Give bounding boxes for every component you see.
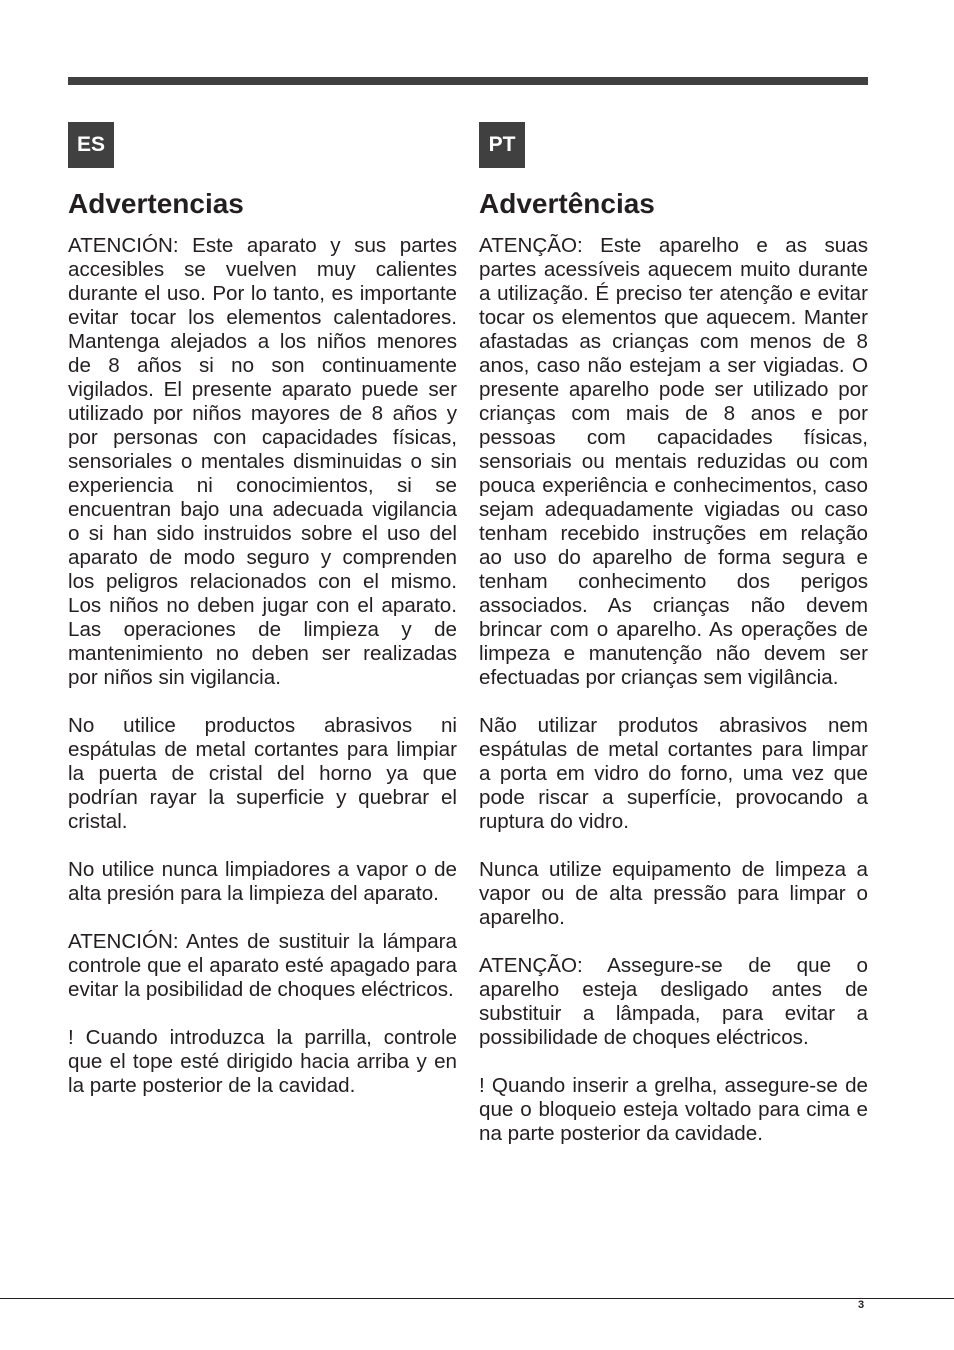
language-badge-es: ES xyxy=(68,122,114,168)
warning-paragraph: Não utilizar produtos abrasivos nem espátulas de metal cortantes para limpar a porta em vidro do forno, uma vez que pode riscar a superfície, provocando a ruptura do vidro. xyxy=(479,714,868,833)
warning-paragraph: ATENCIÓN: Antes de sustituir la lámpara controle que el aparato esté apagado para evitar la posibilidad de choques eléctricos. xyxy=(68,930,457,1001)
warning-paragraph: ! Cuando introduzca la parrilla, controle que el tope esté dirigido hacia arriba y en la parte posterior de la cavidad. xyxy=(68,1026,457,1097)
footer-divider xyxy=(0,1298,954,1299)
top-divider-bar xyxy=(68,77,868,85)
warning-paragraph: ATENÇÃO: Este aparelho e as suas partes acessíveis aquecem muito durante a utilização. É preciso ter atenção e evitar tocar os elementos que aquecem. Manter afastadas as crianças com menos de 8 anos, caso não estejam a ser vigiadas. O presente aparelho pode ser utilizado por crianças com mais de 8 anos e por pessoas com capacidades físicas, sensoriais ou mentais reduzidas ou com pouca experiência e conhecimentos, caso sejam adequadamente vigiadas ou caso tenham recebido instruções em relação ao uso do aparelho de forma segura e tenham conhecimento dos perigos associados. As crianças não devem brincar com o aparelho. As operações de limpeza e manutenção não devem ser efectuadas por crianças sem vigilância. xyxy=(479,234,868,689)
warning-paragraph: No utilice nunca limpiadores a vapor o de alta presión para la limpieza del aparato. xyxy=(68,858,457,905)
section-title-es: Advertencias xyxy=(68,188,244,219)
warning-paragraph: Nunca utilize equipamento de limpeza a vapor ou de alta pressão para limpar o aparelho. xyxy=(479,858,868,929)
section-title-pt: Advertências xyxy=(479,188,655,219)
spanish-column xyxy=(68,122,457,1122)
language-badge-pt: PT xyxy=(479,122,525,168)
warning-paragraph: ! Quando inserir a grelha, assegure-se de que o bloqueio esteja voltado para cima e na parte posterior da cavidade. xyxy=(479,1074,868,1145)
warning-paragraph: ATENCIÓN: Este aparato y sus partes accesibles se vuelven muy calientes durante el uso. Por lo tanto, es importante evitar tocar los elementos calentadores. Mantenga alejados a los niños menores de 8 años si no son continuamente vigilados. El presente aparato puede ser utilizado por niños mayores de 8 años y por personas con capacidades físicas, sensoriales o mentales disminuidas o sin experiencia ni conocimientos, si se encuentran bajo una adecuada vigilancia o si han sido instruidos sobre el uso del aparato de modo seguro y comprenden los peligros relacionados con el mismo. Los niños no deben jugar con el aparato. Las operaciones de limpieza y de mantenimiento no deben ser realizadas por niños sin vigilancia. xyxy=(68,234,457,689)
page-number: 3 xyxy=(858,1299,865,1311)
portuguese-column xyxy=(479,122,868,1170)
warning-paragraph: No utilice productos abrasivos ni espátulas de metal cortantes para limpiar la puerta de cristal del horno ya que podrían rayar la superficie y quebrar el cristal. xyxy=(68,714,457,833)
warning-paragraph: ATENÇÃO: Assegure-se de que o aparelho esteja desligado antes de substituir a lâmpada, para evitar a possibilidade de choques eléctricos. xyxy=(479,954,868,1049)
